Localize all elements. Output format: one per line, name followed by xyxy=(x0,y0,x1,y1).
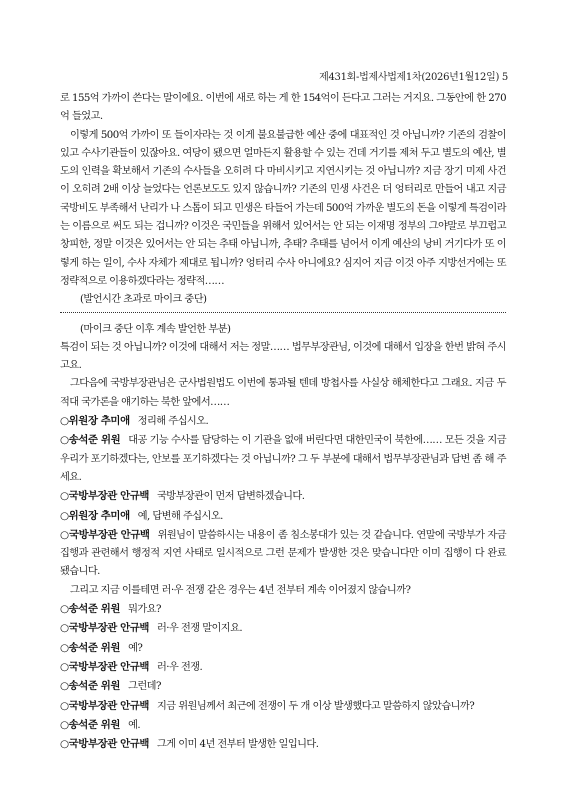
paragraph: 이렇게 500억 가까이 또 들이자라는 것 이게 불요불급한 예산 중에 대표적인 것 아닙니까? 기존의 검찰이 있고 수사기관들이 있잖아요. 여당이 됐으면 얼마든지 활용할 수 있는 건데 거기를 제처 두고 별도의 예산, 별도의 인력을 확보해서 기존의 수사들을 오히려 다 마비시키고 지연시키는 것 아닙니까? 지금 장기 미제 사건이 오히려 2배 이상 늘었다는 언론보도도 있지 않습니까? 기존의 민생 사건은 더 엉터리로 만들어 내고 지금 국방비도 부족해서 난리가 나 스톱이 되고 민생은 타들어 가는데 500억 가까운 별도의 돈을 이렇게 특검이라는 이름으로 써도 되는 겁니까? 이것은 국민들을 위해서 있어서는 안 되는 이재명 정부의 그야말로 부끄럽고 창피한, 정말 이것은 있어서는 안 되는 추태 아닙니까, 추태? 추태를 넘어서 이게 예산의 낭비 거기다가 또 이렇게 하는 일이, 수사 자체가 제대로 됩니까? 엉터리 수사 아니에요? 심지어 지금 이것 아주 지방선거에는 또 정략적으로 이용하겠다라는 정략적…… xyxy=(60,129,506,287)
speaker-name: ○위원장 추미애 xyxy=(60,509,130,522)
speech-text: 예, 답변해 주십시오. xyxy=(137,510,223,522)
speech-turn xyxy=(60,639,506,658)
speech-text: 예? xyxy=(128,642,143,654)
page-header: 제431회-법제사법제1차(2026년1월12일) 5 xyxy=(319,72,508,83)
transcript-body xyxy=(60,90,506,754)
speaker-name: ○송석준 위원 xyxy=(60,603,121,616)
speech-turn xyxy=(60,412,506,431)
speaker-name: ○국방부장관 안규백 xyxy=(60,738,149,751)
speech-turn xyxy=(60,487,506,506)
speech-text: 러·우 전쟁. xyxy=(156,661,203,673)
speech-turn xyxy=(60,507,506,526)
paragraph: 로 155억 가까이 쓴다는 말이에요. 이번에 새로 하는 게 한 154억이 든다고 그러는 거지요. 그동안에 한 270억 들었고. xyxy=(60,93,506,123)
speech-text: 뭐가요? xyxy=(128,604,161,616)
paragraph: 그다음에 국방부장관님은 군사법원법도 이번에 통과될 텐데 방첩사를 사실상 해체한다고 그래요. 지금 두 적대 국가론을 얘기하는 북한 앞에서…… xyxy=(60,378,506,408)
speaker-name: ○송석준 위원 xyxy=(60,434,121,447)
speech-text: 지금 위원님께서 최근에 전쟁이 두 개 이상 발생했다고 말씀하지 않았습니까? xyxy=(156,700,475,712)
paragraph: 그리고 지금 이를테면 러·우 전쟁 같은 경우는 4년 전부터 계속 이어졌지 않습니까? xyxy=(70,584,411,596)
speech-text: 그게 이미 4년 전부터 발생한 일입니다. xyxy=(156,739,319,751)
speech-turn xyxy=(60,526,506,582)
speech-turn xyxy=(60,619,506,638)
speech-text: 국방부장관이 먼저 답변하겠습니다. xyxy=(156,491,305,503)
speech-turn xyxy=(60,431,506,487)
stage-note: (발언시간 초과로 마이크 중단) xyxy=(80,294,207,306)
speaker-name: ○위원장 추미애 xyxy=(60,415,130,428)
speech-turn xyxy=(60,677,506,696)
speech-turn xyxy=(60,735,506,754)
speaker-name: ○국방부장관 안규백 xyxy=(60,490,149,503)
speech-text: 러·우 전쟁 말이지요. xyxy=(156,623,243,635)
speaker-name: ○국방부장관 안규백 xyxy=(60,528,150,541)
speech-turn xyxy=(60,658,506,677)
stage-note: (마이크 중단 이후 계속 발언한 부분) xyxy=(80,323,231,335)
speech-turn xyxy=(60,600,506,619)
paragraph: 특검이 되는 것 아닙니까? 이것에 대해서 저는 정말…… 법무부장관님, 이것에 대해서 입장을 한번 밝혀 주시고요. xyxy=(60,341,506,372)
speaker-name: ○국방부장관 안규백 xyxy=(60,699,149,712)
speech-text: 그런데? xyxy=(128,681,161,693)
dotted-separator xyxy=(60,312,506,313)
speaker-name: ○송석준 위원 xyxy=(60,718,121,731)
speaker-name: ○송석준 위원 xyxy=(60,641,121,654)
speaker-name: ○국방부장관 안규백 xyxy=(60,660,149,673)
speech-text: 정리해 주십시오. xyxy=(137,416,209,428)
speech-text: 위원님이 말씀하시는 내용이 좀 침소봉대가 있는 것 같습니다. 연말에 국방부가 자금 집행과 관련해서 행정적 지연 사태로 일시적으로 그런 문제가 발생한 것은 맞습니다만 이미 집행이 다 완료됐습니다. xyxy=(60,529,507,578)
speech-text: 예. xyxy=(128,719,141,731)
speech-turn xyxy=(60,716,506,735)
speech-turn xyxy=(60,697,506,716)
speaker-name: ○국방부장관 안규백 xyxy=(60,622,149,635)
speech-text: 대공 기능 수사를 담당하는 이 기관을 없애 버린다면 대한민국이 북한에…… 모든 것을 지금 우리가 포기하겠다는, 안보를 포기하겠다는 것 아닙니까? 그 두 부분에 대해서 법무부장관님과 답변 좀 해 주세요. xyxy=(60,435,506,483)
speaker-name: ○송석준 위원 xyxy=(60,680,121,693)
